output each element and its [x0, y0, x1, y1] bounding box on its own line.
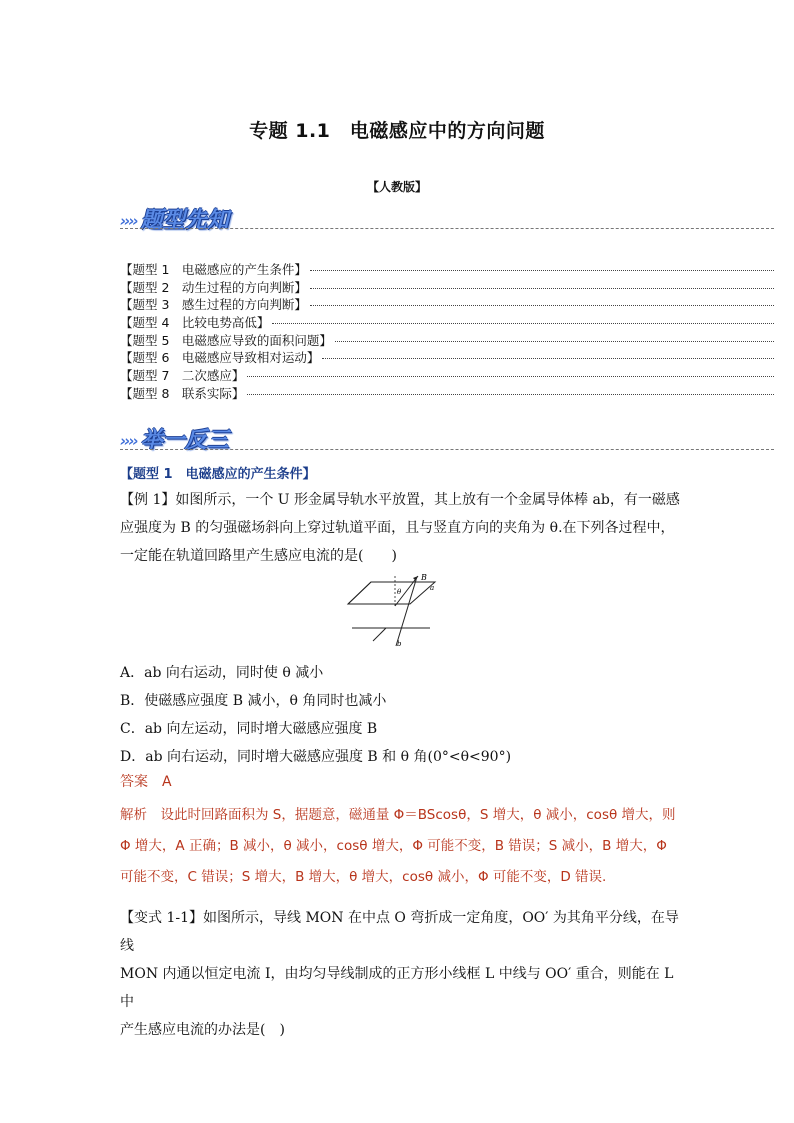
divider — [120, 228, 774, 229]
section-heading: 【题型 1 电磁感应的产生条件】 — [120, 467, 316, 482]
dot-leader — [272, 323, 774, 324]
dot-leader — [310, 305, 774, 306]
question-line: 一定能在轨道回路里产生感应电流的是( ) — [120, 548, 397, 564]
dot-leader — [335, 341, 774, 342]
divider — [120, 449, 774, 450]
rail-tail — [373, 628, 386, 641]
banner-arrows-icon: ›››› — [120, 432, 137, 450]
toc-item[interactable]: 【题型 7 二次感应】 — [120, 366, 774, 384]
upper-rail-frame — [348, 582, 435, 604]
dot-leader — [310, 288, 774, 289]
label-theta: θ — [397, 588, 402, 596]
dot-leader — [247, 376, 774, 377]
option-a[interactable]: A．ab 向右运动，同时使 θ 减小 — [120, 665, 324, 681]
arrowhead-icon — [413, 576, 418, 581]
example-question — [120, 486, 680, 570]
page-title: 专题 1.1 电磁感应中的方向问题 — [249, 120, 545, 142]
option-d[interactable]: D．ab 向右运动，同时增大磁感应强度 B 和 θ 角(0°<θ<90°) — [120, 749, 512, 765]
dot-leader — [310, 270, 774, 271]
option-c[interactable]: C．ab 向左运动，同时增大磁感应强度 B — [120, 721, 378, 737]
question-line: MON 内通以恒定电流 I，由均匀导线制成的正方形小线框 L 中线与 OO′ 重合，则能在 L 中 — [120, 966, 674, 1010]
toc-item[interactable]: 【题型 8 联系实际】 — [120, 384, 774, 402]
question-line: 产生感应电流的办法是( ) — [120, 1022, 285, 1038]
dot-leader — [247, 394, 774, 395]
edition-label: 【人教版】 — [366, 180, 427, 194]
analysis-block — [120, 800, 676, 893]
answer-line: 答案 A — [120, 774, 172, 790]
label-a: a — [430, 584, 435, 592]
question-line: 应强度为 B 的匀强磁场斜向上穿过轨道平面，且与竖直方向的夹角为 θ.在下列各过程中， — [120, 520, 675, 536]
banner-arrows-icon: ›››› — [120, 212, 137, 230]
question-line: 【例 1】如图所示，一个 U 形金属导轨水平放置，其上放有一个金属导体棒 ab，有一磁感 — [120, 492, 680, 508]
table-of-contents — [120, 260, 774, 402]
banner-title: 举一反三 — [140, 428, 229, 453]
analysis-line: 解析 设此时回路面积为 S，据题意，磁通量 Φ＝BScosθ，S 增大，θ 减小，cosθ 增大，则 — [120, 807, 676, 823]
toc-item[interactable]: 【题型 2 动生过程的方向判断】 — [120, 278, 774, 296]
question-line: 【变式 1-1】如图所示，导线 MON 在中点 O 弯折成一定角度，OO′ 为其角平分线，在导线 — [120, 910, 679, 954]
option-b[interactable]: B．使磁感应强度 B 减小，θ 角同时也减小 — [120, 693, 387, 709]
rail-diagram — [340, 574, 440, 652]
rail-left — [348, 582, 371, 604]
toc-item[interactable]: 【题型 6 电磁感应导致相对运动】 — [120, 348, 774, 366]
analysis-line: 可能不变，C 错误；S 增大，B 增大，θ 增大，cosθ 减小，Φ 可能不变，D 错误. — [120, 869, 607, 885]
toc-item[interactable]: 【题型 5 电磁感应导致的面积问题】 — [120, 331, 774, 349]
toc-item[interactable]: 【题型 4 比较电势高低】 — [120, 313, 774, 331]
toc-item[interactable]: 【题型 3 感生过程的方向判断】 — [120, 295, 774, 313]
label-b-end: b — [397, 640, 402, 648]
toc-item[interactable]: 【题型 1 电磁感应的产生条件】 — [120, 260, 774, 278]
banner-title: 题型先知 — [140, 208, 229, 233]
dot-leader — [322, 358, 774, 359]
variant-question — [120, 904, 680, 1044]
analysis-line: Φ 增大，A 正确；B 减小，θ 减小，cosθ 增大，Φ 可能不变，B 错误；S 减小，B 增大，Φ — [120, 838, 667, 854]
label-b: B — [421, 574, 427, 582]
